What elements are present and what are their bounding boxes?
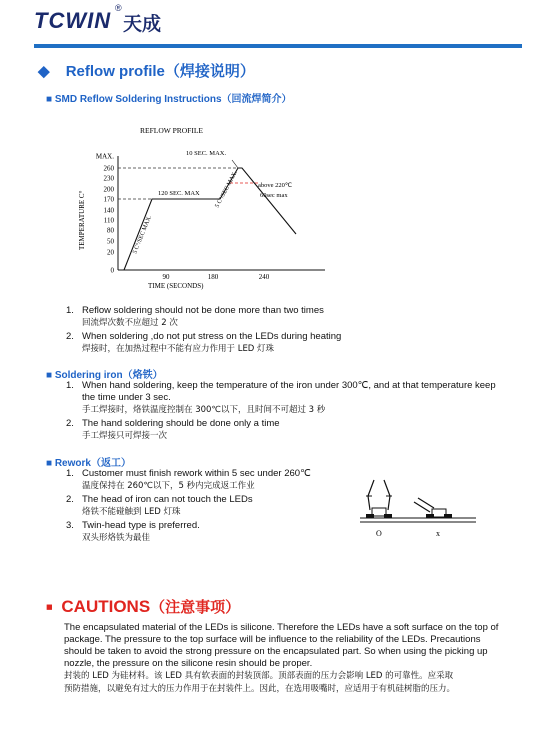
rework-note-2: 2. The head of iron can not touch the LEDs <box>66 494 253 505</box>
rework-title: Rework（返工） <box>54 458 131 469</box>
company-logo-chinese: 天成 <box>123 13 162 35</box>
reflow-profile-chart <box>70 122 330 297</box>
cautions-line-3: should be taken to avoid the strong pressure on the encapsulated part. So when using the picking up <box>64 646 488 657</box>
iron-note-2-cn: 手工焊接只可焊接一次 <box>82 431 168 441</box>
cautions-cn-line-2: 预防措施，以避免有过大的压力作用于在封装件上。因此，在选用吸嘴时，应适用于有机硅树脂的压力。 <box>64 684 456 694</box>
cautions-heading <box>46 596 240 617</box>
chart-ylabel: TEMPERATURE C° <box>78 190 86 250</box>
label-ok: O <box>376 529 382 538</box>
square-bullet-icon: ■ <box>46 601 53 614</box>
annot-60sec: 60sec max <box>260 192 288 199</box>
chart-xlabel: TIME (SECONDS) <box>148 282 204 290</box>
y-tick-label: 140 <box>103 206 114 215</box>
section-title: Reflow profile（焊接说明） <box>65 63 255 80</box>
annot-10sec: 10 SEC. MAX. <box>186 150 227 157</box>
reflow-note-1: 1. Reflow soldering should not be done more than two times <box>66 305 324 316</box>
y-tick-label: 260 <box>103 164 114 173</box>
y-tick-label: MAX. <box>95 152 114 161</box>
y-tick-label: 50 <box>107 237 114 246</box>
rework-note-1-cn: 温度保持在 260℃以下，5 秒内完成返工作业 <box>82 481 255 491</box>
y-tick-label: 80 <box>107 226 114 235</box>
section-heading <box>38 60 255 81</box>
x-tick-label: 180 <box>207 273 219 281</box>
square-bullet-icon: ■ <box>46 370 53 381</box>
y-tick-label: 0 <box>110 266 114 275</box>
square-bullet-icon: ■ <box>46 94 53 105</box>
cautions-line-1: The encapsulated material of the LEDs is silicone. Therefore the LEDs have a soft surface on the top of <box>64 622 499 633</box>
cautions-paragraph <box>64 622 536 696</box>
cautions-line-2: package. The pressure to the top surface will be influence to the reliability of the LEDs. Precautions <box>64 634 481 645</box>
chart-title: REFLOW PROFILE <box>140 126 203 135</box>
x-tick-label: 90 <box>162 273 170 281</box>
registered-mark: ® <box>115 3 122 13</box>
iron-note-1-line2: the time under 3 sec. <box>82 392 171 403</box>
y-tick-label: 230 <box>103 174 114 183</box>
led-chip-icon <box>432 509 446 517</box>
cautions-title-en: CAUTIONS <box>61 597 151 616</box>
rework-notes <box>66 468 366 544</box>
x-tick-label: 240 <box>258 273 270 281</box>
reflow-note-2: 2. When soldering ,do not put stress on the LEDs during heating <box>66 331 342 342</box>
label-bad: x <box>436 529 440 538</box>
reflow-note-2-cn: 焊接时，在加热过程中不能有应力作用于 LED 灯珠 <box>82 344 275 354</box>
iron-heading <box>46 366 163 381</box>
rework-note-2-cn: 烙铁不能碰触到 LED 灯珠 <box>82 507 181 517</box>
rework-note-3: 3. Twin-head type is preferred. <box>66 520 200 531</box>
annot-ramp-down: 5 C°/SEC MAX. <box>214 170 239 209</box>
rework-note-1: 1. Customer must finish rework within 5 sec under 260℃ <box>66 468 311 479</box>
y-tick-label: 170 <box>103 195 114 204</box>
y-tick-label: 20 <box>107 248 114 257</box>
company-logo-text: TCWIN <box>34 8 112 33</box>
cautions-title-cn: （注意事项） <box>150 598 241 616</box>
ten-sec-arrow <box>232 160 238 168</box>
iron-title: Soldering iron（烙铁） <box>54 370 163 381</box>
annot-above220: above 220℃ <box>258 182 293 189</box>
reflow-notes <box>66 305 526 355</box>
iron-note-2: 2. The hand soldering should be done only a time <box>66 418 280 429</box>
y-tick-label: 110 <box>103 216 114 225</box>
y-tick-label: 200 <box>103 185 114 194</box>
cautions-line-4: nozzle, the pressure on the silicone resin should be proper. <box>64 658 313 669</box>
led-chip-icon <box>372 508 386 516</box>
iron-note-1: 1. When hand soldering, keep the temperature of the iron under 300℃, and at that temperature keep <box>66 380 496 391</box>
twin-head-iron-illustration <box>360 472 480 542</box>
header-rule <box>34 44 522 48</box>
iron-note-1-cn: 手工焊接时，烙铁温度控制在 300℃以下，且时间不可超过 3 秒 <box>82 405 326 415</box>
reflow-note-1-cn: 回流焊次数不应超过 2 次 <box>82 318 178 328</box>
rework-note-3-cn: 双头形烙铁为最佳 <box>82 533 151 543</box>
iron-notes <box>66 380 536 442</box>
smd-title: SMD Reflow Soldering Instructions（回流焊简介） <box>54 94 292 105</box>
cautions-cn-line-1: 封装的 LED 为硅材料。该 LED 具有软表面的封装顶部。顶部表面的压力会影响 LED 的可靠性。应采取 <box>64 671 454 681</box>
diamond-bullet-icon: ◆ <box>38 63 50 80</box>
annot-120sec: 120 SEC. MAX <box>158 190 200 197</box>
square-bullet-icon: ■ <box>46 458 53 469</box>
twin-head-iron-icon <box>368 480 390 510</box>
smd-heading <box>46 90 292 105</box>
annot-ramp-up: 5 C°/SEC MAX. <box>132 214 154 255</box>
rework-heading <box>46 454 131 469</box>
single-iron-icon <box>414 498 434 512</box>
